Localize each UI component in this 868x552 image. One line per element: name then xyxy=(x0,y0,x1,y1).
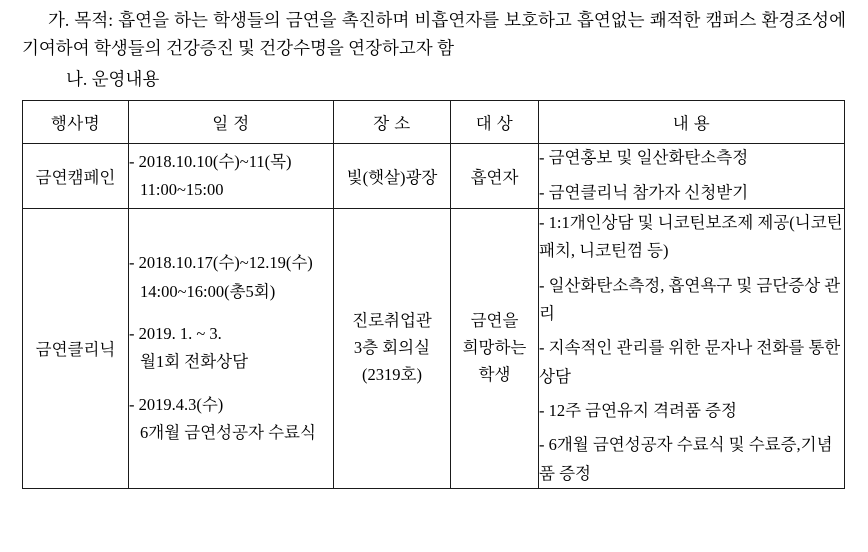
table-row xyxy=(23,144,845,209)
column-header-schedule: 일 정 xyxy=(129,101,334,144)
schedule-spacer-1 xyxy=(129,306,333,320)
row1-place: 빛(햇살)광장 xyxy=(334,144,451,209)
row1-schedule-line-2: 11:00~15:00 xyxy=(140,179,224,199)
table-header-row xyxy=(23,101,845,144)
row2-content-line-3: - 지속적인 관리를 위한 문자나 전화를 통한 상담 xyxy=(539,338,841,386)
row1-event-name: 금연캠페인 xyxy=(23,144,129,209)
row2-target xyxy=(451,208,539,488)
table-row xyxy=(23,208,845,488)
row2-place xyxy=(334,208,451,488)
row1-content-line-2: - 금연클리닉 참가자 신청받기 xyxy=(539,183,749,203)
column-header-target: 대 상 xyxy=(451,101,539,144)
row2-content-line-1: - 1:1개인상담 및 니코틴보조제 제공(니코틴패치, 니코틴껌 등) xyxy=(539,212,843,261)
row2-schedule-group-2-line-2: 월1회 전화상담 xyxy=(140,352,249,372)
schedule-spacer-2 xyxy=(129,377,333,391)
row2-content-line-5: - 6개월 금연성공자 수료식 및 수료증,기념품 증정 xyxy=(539,435,833,483)
column-header-place: 장 소 xyxy=(334,101,451,144)
row2-target-line-3: 학생 xyxy=(478,364,511,384)
row2-schedule-group-1-line-2: 14:00~16:00(총5회) xyxy=(140,281,276,301)
row1-content xyxy=(539,144,845,209)
row2-place-line-3: (2319호) xyxy=(362,364,422,384)
row1-schedule xyxy=(129,144,334,209)
row2-target-line-2: 희망하는 xyxy=(462,338,527,358)
row2-schedule-group-3-line-1: - 2019.4.3(수) xyxy=(129,394,224,414)
row2-content-line-2: - 일산화탄소측정, 흡연욕구 및 금단증상 관리 xyxy=(539,275,841,323)
row1-target: 흡연자 xyxy=(451,144,539,209)
row2-content xyxy=(539,208,845,488)
row2-place-line-1: 진로취업관 xyxy=(352,311,432,331)
row2-place-line-2: 3층 회의실 xyxy=(353,338,431,358)
paragraph-operation-label: 나. 운영내용 xyxy=(66,68,160,89)
row2-content-line-4: - 12주 금연유지 격려품 증정 xyxy=(539,401,737,421)
column-header-content: 내 용 xyxy=(539,101,845,144)
row2-event-name: 금연클리닉 xyxy=(23,208,129,488)
row2-target-line-1: 금연을 xyxy=(470,311,519,331)
row2-schedule-group-1-line-1: - 2018.10.17(수)~12.19(수) xyxy=(129,253,313,273)
column-header-event-name: 행사명 xyxy=(23,101,129,144)
row2-schedule-group-3-line-2: 6개월 금연성공자 수료식 xyxy=(140,423,316,443)
row1-content-line-1: - 금연홍보 및 일산화탄소측정 xyxy=(539,148,749,168)
row1-schedule-line-1: - 2018.10.10(수)~11(목) xyxy=(129,151,292,171)
program-schedule-table xyxy=(22,100,845,489)
row2-schedule-group-2-line-1: - 2019. 1. ~ 3. xyxy=(129,324,222,344)
paragraph-purpose: 가. 목적: 흡연을 하는 학생들의 금연을 촉진하며 비흡연자를 보호하고 흡연없는 쾌적한 캠퍼스 환경조성에 기여하여 학생들의 건강증진 및 건강수명을 연장하고자 함 xyxy=(22,10,846,59)
row2-schedule xyxy=(129,208,334,488)
